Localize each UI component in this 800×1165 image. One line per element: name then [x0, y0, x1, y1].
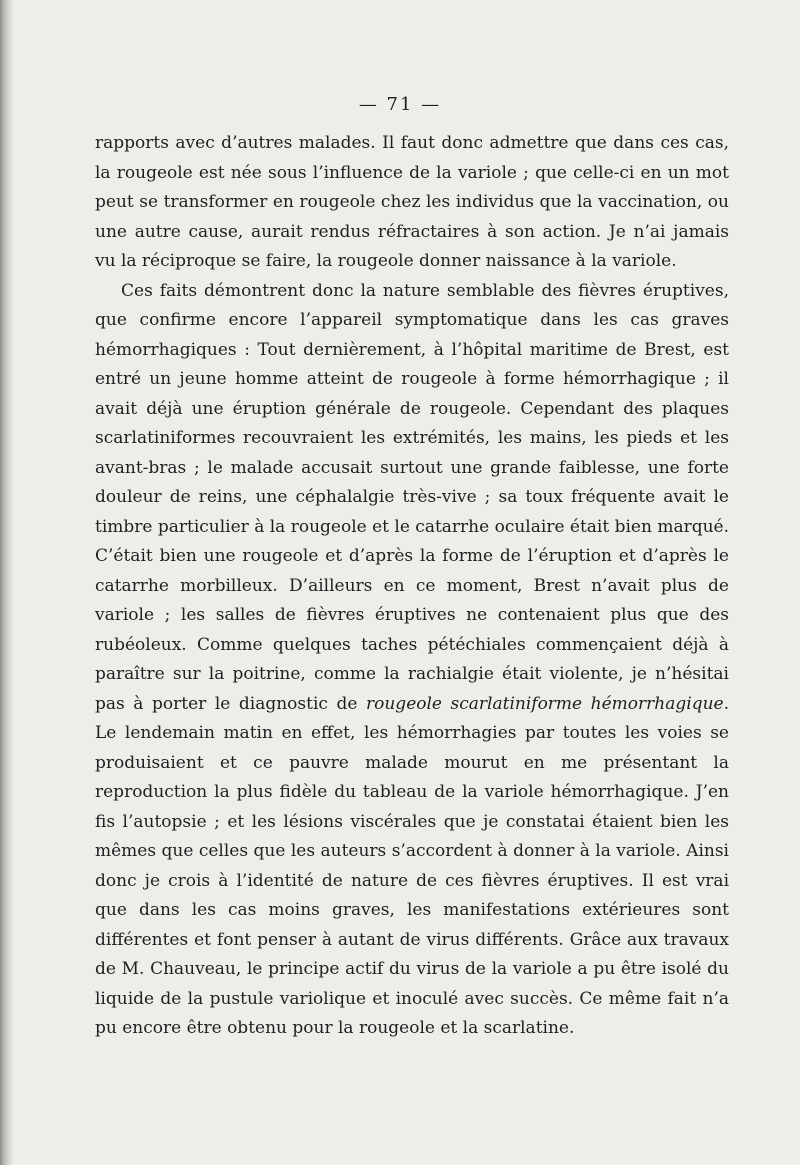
body-text — [95, 129, 729, 1044]
text-run: . Le lendemain matin en effet, les hémorrhagies par toutes les voies se produisaient et ce pauvre malade mourut en me présentant la reproduction la plus fidèle du tableau de la variole hémorrhagique. J’en fis l’autopsie ; et les lésions viscérales que je constatai étaient bien les mêmes que celles que les auteurs s’accordent à donner à la variole. Ainsi donc je crois à l’identité de nature de ces fièvres éruptives. Il est vrai que dans les cas moins graves, les manifestations extérieures sont différentes et font penser à autant de virus différents. Grâce aux travaux de M. Chauveau, le principe actif du virus de la variole a pu être isolé du liquide de la pustule variolique et inoculé avec succès. Ce même fait n’a pu encore être obtenu pour la rougeole et la scarlatine. — [95, 693, 729, 1038]
page-number: — 71 — — [358, 94, 442, 115]
text-run: Ces faits démontrent donc la nature semblable des fièvres éruptives, que confirme encore l’appareil symptomatique dans les cas graves hémorrhagiques : Tout dernièrement, à l’hôpital maritime de Brest, est entré un jeune homme atteint de rougeole à forme hémorrhagique ; il avait déjà une éruption générale de rougeole. Cependant des plaques scarlatiniformes recouvraient les extrémités, les mains, les pieds et les avant-bras ; le malade accusait surtout une grande faiblesse, une forte douleur de reins, une céphalalgie très-vive ; sa toux fréquente avait le timbre particulier à la rougeole et le catarrhe oculaire était bien marqué. C’était bien une rougeole et d’après la forme de l’éruption et d’après le catarrhe morbilleux. D’ailleurs en ce moment, Brest n’avait plus de variole ; les salles de fièvres éruptives ne contenaient plus que des rubéoleux. Comme quelques taches pétéchiales commençaient déjà à paraître sur la poitrine, comme la rachialgie était violente, je n’hésitai pas à porter le diagnostic de — [95, 280, 730, 714]
text-run: rapports avec d’autres malades. Il faut donc admettre que dans ces cas, la rougeole est née sous l’influence de la variole ; que celle-ci en un mot peut se transformer en rougeole chez les individus que la vaccination, ou une autre cause, aurait rendus réfractaires à son action. Je n’ai jamais vu la réciproque se faire, la rougeole donner naissance à la variole. — [95, 133, 729, 271]
binding-gutter-shadow — [0, 0, 14, 1165]
paragraph-2 — [95, 277, 729, 1044]
italic-text-run: rougeole scarlatiniforme hémorrhagique — [366, 693, 724, 714]
paragraph-1 — [95, 129, 729, 277]
